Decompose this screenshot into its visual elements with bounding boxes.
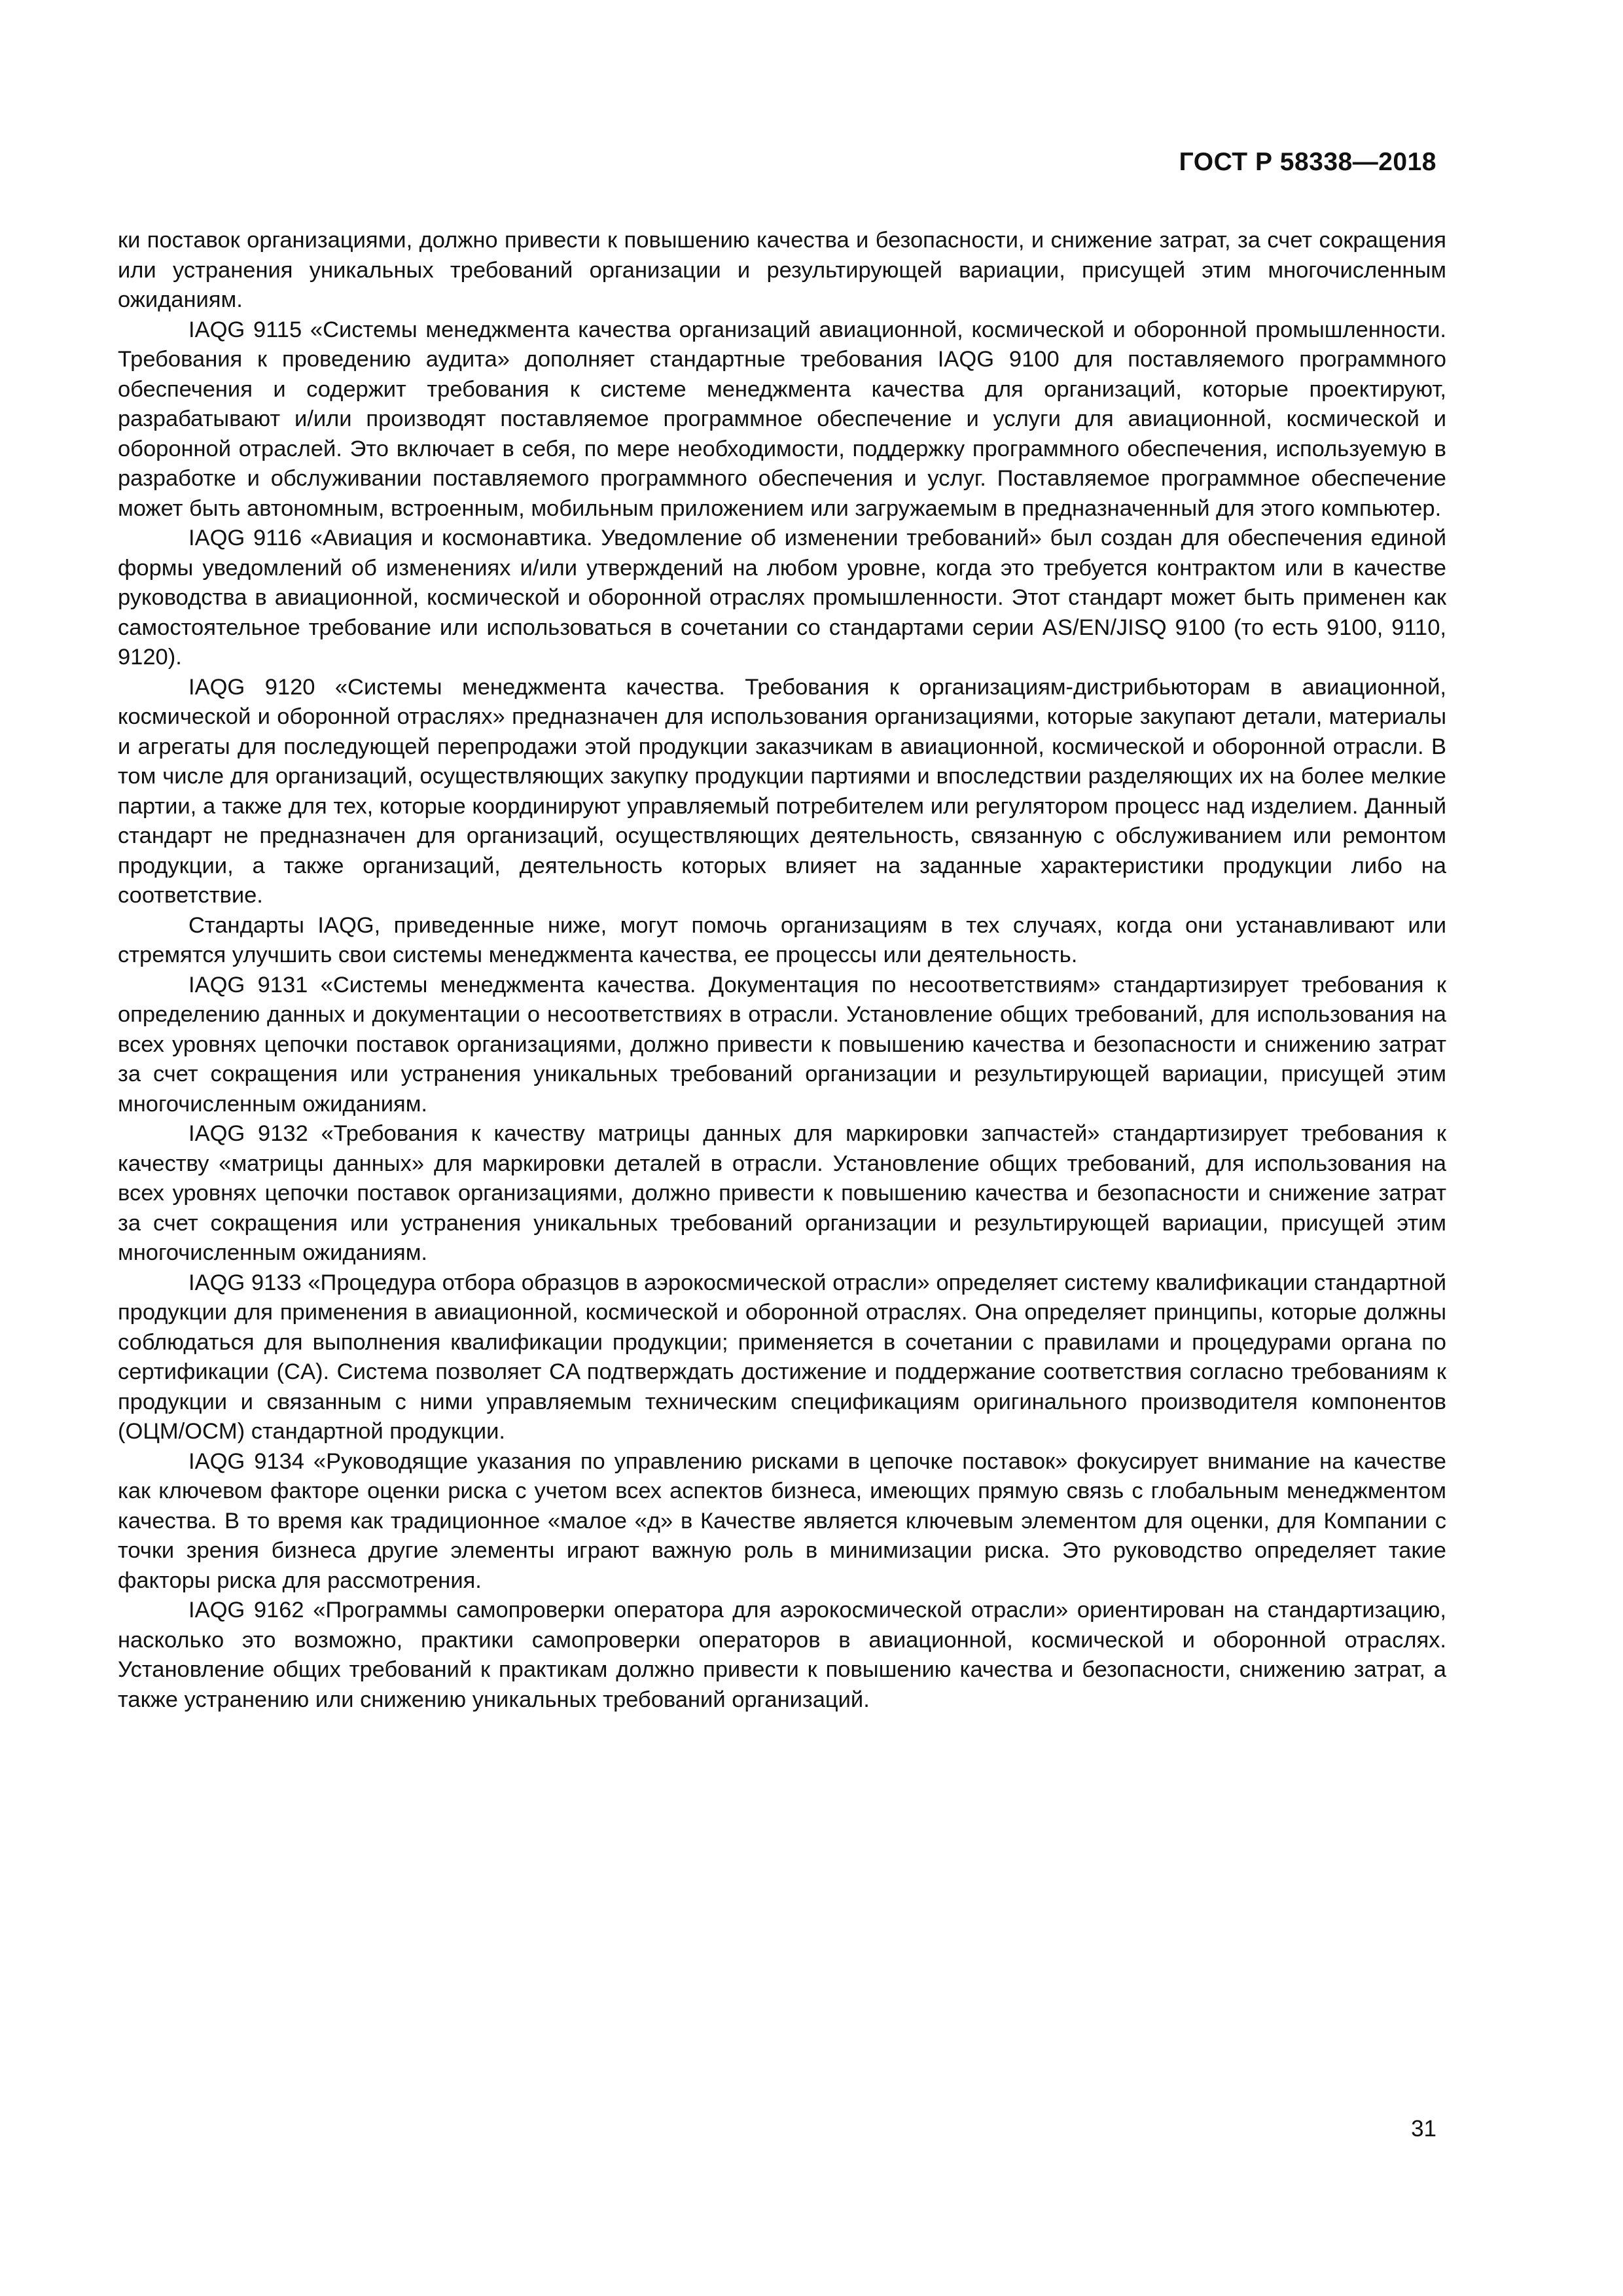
paragraph: IAQG 9162 «Программы самопроверки оператора для аэрокосмической отрасли» ориентирован на стандартизацию, насколько это возможно, практики самопроверки операторов в авиационной, космической и оборонной отраслях. Установление общих требований к практикам должно привести к повышению качества и безопасности, снижению затрат, а также устранению или снижению уникальных требований организаций. — [118, 1598, 1446, 1712]
page-number: 31 — [1411, 2116, 1436, 2142]
paragraph: IAQG 9120 «Системы менеджмента качества. Требования к организациям-дистрибьюторам в авиационной, космической и оборонной отраслях» предназначен для использования организациями, которые закупают детали, материалы и агрегаты для последующей перепродажи этой продукции заказчикам в авиационной, космической и оборонной отрасли. В том числе для организаций, осуществляющих закупку продукции партиями и впоследствии разделяющих их на более мелкие партии, а также для тех, которые координируют управляемый потребителем или регулятором процесс над изделием. Данный стандарт не предназначен для организаций, осуществляющих деятельность, связанную с обслуживанием или ремонтом продукции, а также организаций, деятельность которых влияет на заданные характеристики продукции либо на соответствие. — [118, 674, 1446, 908]
paragraph: Стандарты IAQG, приведенные ниже, могут помочь организациям в тех случаях, когда они устанавливают или стремятся улучшить свои системы менеджмента качества, ее процессы или деятельность. — [118, 912, 1446, 967]
paragraph: IAQG 9131 «Системы менеджмента качества. Документация по несоответствиям» стандартизирует требования к определению данных и документации о несоответствиях в отрасли. Установление общих требований, для использования на всех уровнях цепочки поставок организациями, должно привести к повышению качества и безопасности и снижению затрат за счет сокращения или устранения уникальных требований организации и результирующей вариации, присущей этим многочисленным ожиданиям. — [118, 972, 1446, 1117]
paragraph: ки поставок организациями, должно привести к повышению качества и безопасности, и снижение затрат, за счет сокращения или устранения уникальных требований организации и результирующей вариации, присущей этим многочисленным ожиданиям. — [118, 228, 1446, 312]
paragraph: IAQG 9132 «Требования к качеству матрицы данных для маркировки запчастей» стандартизирует требования к качеству «матрицы данных» для маркировки деталей в отрасли. Установление общих требований, для использования на всех уровнях цепочки поставок организациями, должно привести к повышению качества и безопасности и снижение затрат за счет сокращения или устранения уникальных требований организации и результирующей вариации, присущей этим многочисленным ожиданиям. — [118, 1121, 1446, 1265]
paragraph: IAQG 9133 «Процедура отбора образцов в аэрокосмической отрасли» определяет систему квалификации стандартной продукции для применения в авиационной, космической и оборонной отраслях. Она определяет принципы, которые должны соблюдаться для выполнения квалификации продукции; применяется в сочетании с правилами и процедурами органа по сертификации (CA). Система позволяет CA подтверждать достижение и поддержание соответствия согласно требованиям к продукции и связанным с ними управляемым техническим спецификациям оригинального производителя компонентов (ОЦМ/OCM) стандартной продукции. — [118, 1270, 1446, 1444]
document-header-standard-id: ГОСТ Р 58338—2018 — [1179, 148, 1436, 176]
paragraph: IAQG 9115 «Системы менеджмента качества организаций авиационной, космической и оборонной промышленности. Требования к проведению аудита» дополняет стандартные требования IAQG 9100 для поставляемого программного обеспечения и содержит требования к системе менеджмента качества для организаций, которые проектируют, разрабатывают и/или производят поставляемое программное обеспечение и услуги для авиационной, космической и оборонной отраслей. Это включает в себя, по мере необходимости, поддержку программного обеспечения, используемую в разработке и обслуживании поставляемого программного обеспечения и услуг. Поставляемое программное обеспечение может быть автономным, встроенным, мобильным приложением или загружаемым в предназначенный для этого компьютер. — [118, 317, 1446, 521]
paragraph: IAQG 9116 «Авиация и космонавтика. Уведомление об изменении требований» был создан для обеспечения единой формы уведомлений об изменениях и/или утверждений на любом уровне, когда это требуется контрактом или в качестве руководства в авиационной, космической и оборонной отраслях промышленности. Этот стандарт может быть применен как самостоятельное требование или использоваться в сочетании со стандартами серии AS/EN/JISQ 9100 (то есть 9100, 9110, 9120). — [118, 526, 1446, 670]
document-body — [118, 226, 1446, 1715]
paragraph: IAQG 9134 «Руководящие указания по управлению рисками в цепочке поставок» фокусирует внимание на качестве как ключевом факторе оценки риска с учетом всех аспектов бизнеса, имеющих прямую связь с глобальным менеджментом качества. В то время как традиционное «малое «д» в Качестве является ключевым элементом для оценки, для Компании с точки зрения бизнеса другие элементы играют важную роль в минимизации риска. Это руководство определяет такие факторы риска для рассмотрения. — [118, 1448, 1446, 1593]
